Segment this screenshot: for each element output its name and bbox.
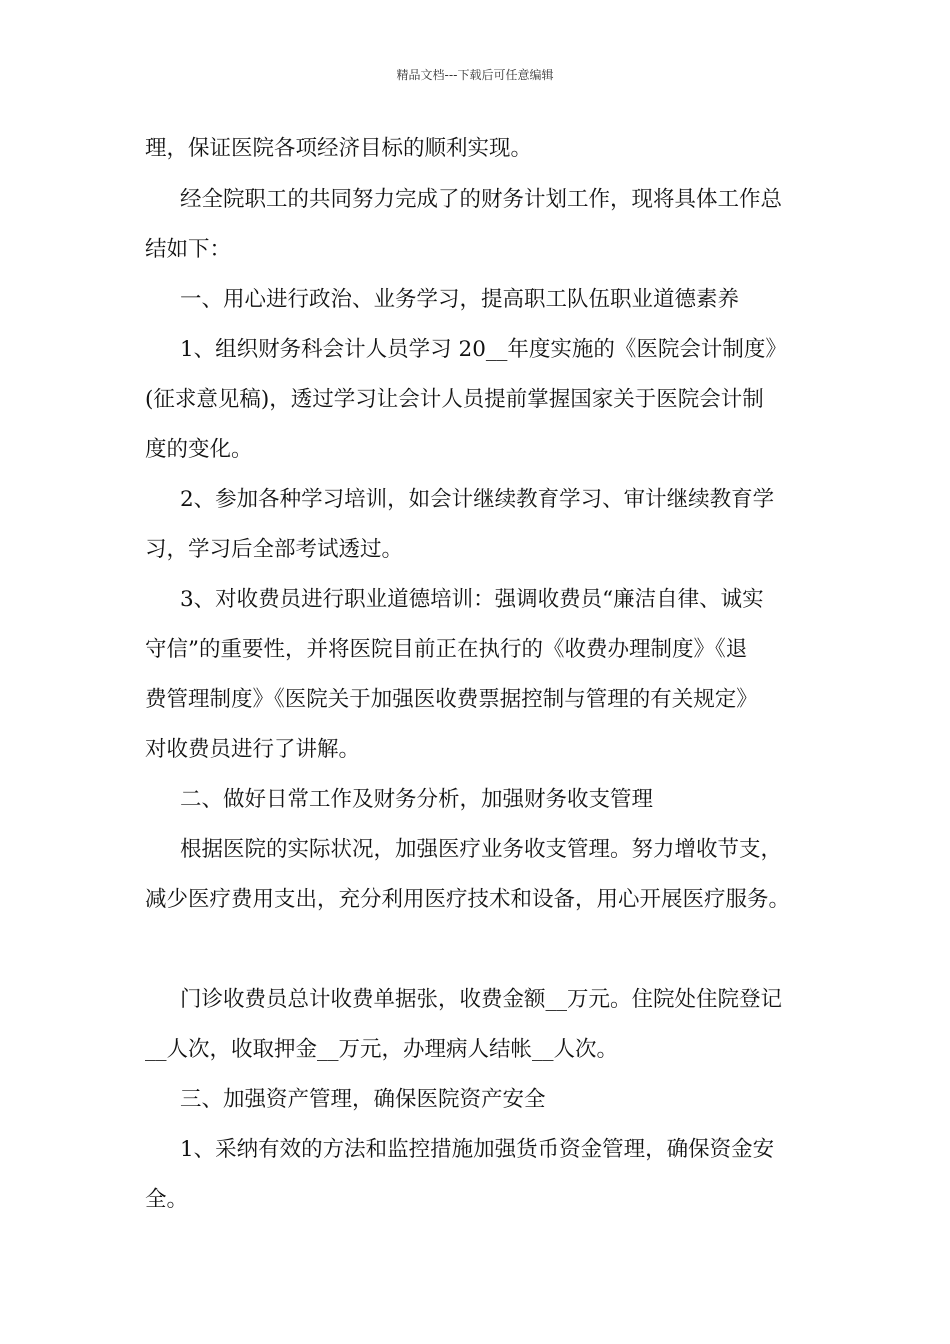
paragraph-line: 2、参加各种学习培训，如会计继续教育学习、审计继续教育学 xyxy=(180,487,775,512)
paragraph-line: 门诊收费员总计收费单据张，收费金额__万元。住院处住院登记 xyxy=(180,987,783,1012)
text-line: 理，保证医院各项经济目标的顺利实现。 xyxy=(145,136,533,161)
text-line: 度的变化。 xyxy=(145,437,253,462)
text-line: 习，学习后全部考试透过。 xyxy=(145,537,404,562)
section-heading-1: 一、用心进行政治、业务学习，提高职工队伍职业道德素养 xyxy=(180,287,740,312)
text-line: __人次，收取押金__万元，办理病人结帐__人次。 xyxy=(145,1037,619,1062)
section-heading-3: 三、加强资产管理，确保医院资产安全 xyxy=(180,1087,546,1112)
text-line: 守信”的重要性，并将医院目前正在执行的《收费办理制度》《退 xyxy=(145,637,748,662)
paragraph-line: 3、对收费员进行职业道德培训：强调收费员“廉洁自律、诚实 xyxy=(180,587,764,612)
text-line: 对收费员进行了讲解。 xyxy=(145,737,361,762)
section-heading-2: 二、做好日常工作及财务分析，加强财务收支管理 xyxy=(180,787,654,812)
text-line: 全。 xyxy=(145,1187,189,1212)
text-line: 费管理制度》《医院关于加强医收费票据控制与管理的有关规定》 xyxy=(145,687,758,712)
text-line: (征求意见稿)，透过学习让会计人员提前掌握国家关于医院会计制 xyxy=(145,387,764,412)
text-line: 结如下： xyxy=(145,237,232,262)
paragraph-line: 1、组织财务科会计人员学习 20__年度实施的《医院会计制度》 xyxy=(180,337,787,362)
paragraph-line: 经全院职工的共同努力完成了的财务计划工作，现将具体工作总 xyxy=(180,187,783,212)
text-line: 减少医疗费用支出，充分利用医疗技术和设备，用心开展医疗服务。 xyxy=(145,887,791,912)
page-header: 精品文档---下载后可任意编辑 xyxy=(396,68,554,82)
paragraph-line: 1、采纳有效的方法和监控措施加强货币资金管理，确保资金安 xyxy=(180,1137,775,1162)
paragraph-line: 根据医院的实际状况，加强医疗业务收支管理。努力增收节支， xyxy=(180,837,783,862)
